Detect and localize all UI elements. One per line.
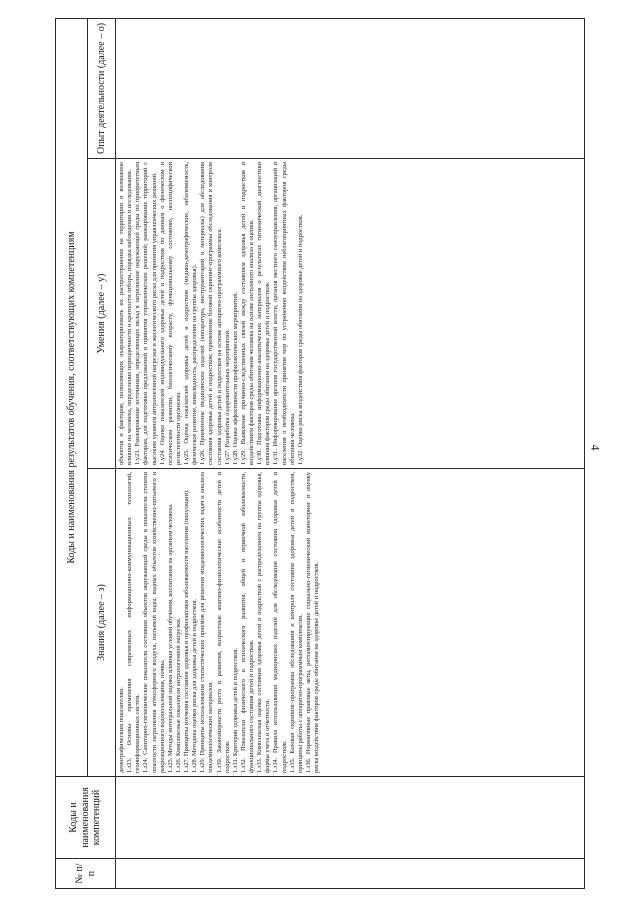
knowledge-line: 1.з24. Санитарно-гигиенические показатели состояния объектов окружающей среды и показатели степени опасности загрязнения атмосферного воздуха, питьевой воды, водных объектов хозяйственно-питьевого и рекреационного водопользования, почвы. (142, 471, 166, 773)
table-row (116, 18, 585, 888)
knowledge-line: 1.з23. Основы применения современных информационно-коммуникационных технологий, геоинформационных систем. (126, 471, 142, 773)
knowledge-line: 1.з25. Методы интегральной оценки влияния условий обучения, воспитания на организм человека. (166, 502, 174, 773)
page-number: 4 (588, 444, 603, 451)
header-skills: Умения (далее – у) (88, 158, 116, 468)
knowledge-line: 1.з33. Комплексная оценка состояния здоровья детей и подростков с распределением на группы здоровья, формы учета и отчетности. (256, 471, 272, 773)
header-experience: Опыт деятельности (далее – о) (88, 18, 116, 158)
knowledge-line: 1.з28. Методика оценки риска для здоровья детей и подростков. (191, 598, 199, 773)
header-codes: Коды и наименования компетенций (56, 776, 116, 858)
header-num: № п/п (56, 858, 116, 888)
competency-table (55, 18, 585, 889)
skill-line: 1.у26. Применение медицинских изделий (аппаратура, инструментарий и материалы) для обследования состояния здоровья детей и подростков; применение базовой скрининг-программы обследования и контроля состояния здоровья детей и подростков на основе аппаратно-программного комплекса. (199, 161, 223, 465)
skill-line: 1.у28. Оценка эффективности профилактических мероприятий. (231, 291, 239, 465)
skill-line: 1.у25. Оценка показателей здоровья детей и подростков (медико-демографические, заболеваемость, физическое развитие, инвалидность, распределение на группы здоровья). (183, 161, 199, 465)
skill-line: 1.у24. Оценка показателей индивидуального здоровья детей и подростков по данным о физическом и психическом развитии, биологическому возрасту, функциональному состоянию, неспецифической резистентности организма. (158, 161, 182, 465)
skill-line: объектов и факторов, позволяющих охарактеризовать их распространение на территории и возможное влияние на человека, определение периодичности и кратности отбора, порядка наблюдения и исследования. (118, 161, 134, 465)
skill-line: 1.у27. Разработка оздоровительных мероприятий. (223, 328, 231, 465)
header-knowledge: Знания (далее – з) (88, 468, 116, 776)
skill-line: 1.у32. Оценка риска воздействия факторов среды обитания на здоровье детей и подростков. (296, 214, 304, 465)
knowledge-line: 1.з30. Закономерности роста и развития, возрастные анатомо-физиологические особенности детей и подростков. (215, 471, 231, 773)
cell-knowledge (116, 468, 585, 776)
knowledge-line: 1.з35. Базовая скрининг-программа обследования и контроля состояния здоровья детей и подростков, принципы работы с аппаратно-программным комплексом. (288, 471, 304, 773)
skill-line: 1.у31. Информирование органов государственной власти, органов местного самоуправления, организаций и населения о необходимости принятия мер по устранению воздействия неблагоприятных факторов среды обитания человека. (272, 161, 296, 465)
skill-line: 1.у30. Подготовка информационно-аналитических материалов о результатах гигиенической диагностики влияния факторов среды обитания на здоровье детей и подростков. (256, 161, 272, 465)
knowledge-line: демографическим показателям. (118, 686, 125, 773)
cell-codes (116, 776, 585, 858)
cell-experience (116, 18, 585, 158)
knowledge-line: 1.з31. Критерии здоровья детей и подростков. (231, 647, 239, 773)
landscape-sheet (55, 19, 585, 889)
knowledge-line: 1.з36. Нормативные правовые акты, регламентирующие социально-гигиенический мониторинг и оценку риска воздействия факторов среды обитания на здоровье детей и подростков. (304, 471, 320, 773)
knowledge-line: 1.з32. Показатели физического и психического развития, общей и первичной заболеваемости, функционального состояния детей и подростков. (239, 471, 255, 773)
knowledge-line: 1.з27. Принципы изучения состояния здоровья и профилактики заболеваемости населения (популяции). (183, 488, 190, 773)
skill-line: 1.у23. Ранжирование источников, определяющих вклад в загрязнение окружающей среды по приоритетным факторам, для подготовки предложений и принятия управленческих решений; ранжирование территорий с высоким уровнем антропогенной нагрузки и экологического риска для принятия управленческих решений. (134, 161, 158, 465)
header-results-group: Коды и наименования результатов обучения, соответствующих компетенциям (56, 18, 88, 776)
knowledge-line: 1.з34. Правила использования медицинских изделий для обследования состояния здоровья детей и подростков. (272, 471, 288, 773)
cell-num (116, 858, 585, 888)
skill-line: 1.у29. Выявление причинно-следственных связей между состоянием здоровья детей и подростков и воздействием факторов среды обитания человека на основе системного анализа и оценки. (239, 161, 255, 465)
knowledge-line: 1.з26. Комплексные показатели антропогенной нагрузки. (174, 617, 182, 773)
knowledge-line: 1.з29. Принципы использования статистических приемов для решения эпидемиологических задач и анализа эпидемиологических материалов. (199, 471, 215, 773)
cell-skills (116, 158, 585, 468)
